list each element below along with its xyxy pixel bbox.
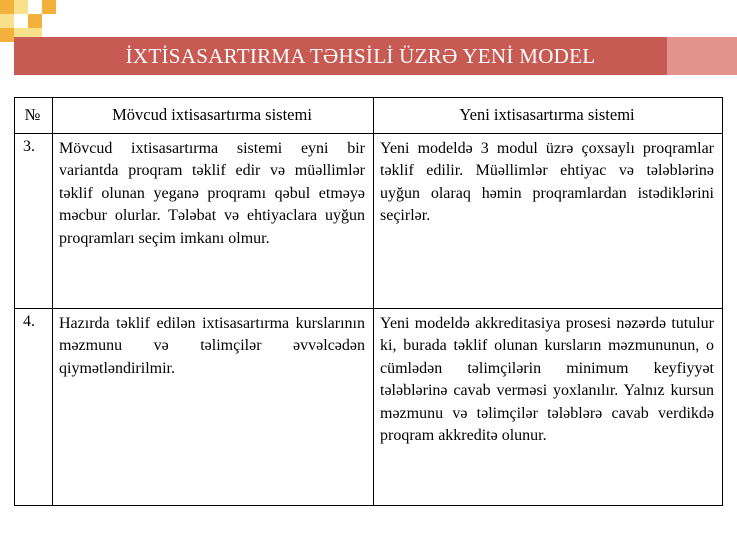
deco-square <box>28 0 42 14</box>
deco-square <box>14 14 28 28</box>
row-number: 3. <box>15 133 53 308</box>
deco-square <box>14 0 28 14</box>
current-system-cell: Mövcud ixtisasartırma sistemi eyni bir variantda proqram təklif edir və müəllimlər təklif olunan yeganə proqramı qəbul etməyə məcbur olurlar. Tələbat və ehtiyaclara uyğun proqramları seçim imkanı olmur. <box>53 133 374 308</box>
title-bar <box>14 37 737 75</box>
comparison-table <box>14 97 723 506</box>
page-title: İXTİSASARTIRMA TƏHSİLİ ÜZRƏ YENİ MODEL <box>125 43 596 68</box>
deco-square <box>28 14 42 28</box>
deco-square <box>0 28 14 42</box>
header-number: № <box>15 98 53 134</box>
header-current-system: Mövcud ixtisasartırma sistemi <box>53 98 374 134</box>
table-row <box>15 308 723 505</box>
table-header-row <box>15 98 723 134</box>
title-stripe <box>667 37 737 75</box>
new-system-cell: Yeni modeldə akkreditasiya prosesi nəzərdə tutulur ki, burada təklif olunan kursların məzmununun, o cümlədən təlimçilərin minimum keyfiyyət tələblərinə cavab verməsi yoxlanılır. Yalnız kursun məzmunu və təlimçilər tələblərə cavab verdikdə proqram akkreditə olunur. <box>374 308 723 505</box>
table-row <box>15 133 723 308</box>
row-number: 4. <box>15 308 53 505</box>
current-system-cell: Hazırda təklif edilən ixtisasartırma kurslarının məzmunu və təlimçilər əvvəlcədən qiymətləndirilmir. <box>53 308 374 505</box>
deco-square <box>0 0 14 14</box>
deco-square <box>0 14 14 28</box>
deco-square <box>42 0 56 14</box>
new-system-cell: Yeni modeldə 3 modul üzrə çoxsaylı proqramlar təklif edilir. Müəllimlər ehtiyac və tələblərinə uyğun olaraq həmin proqramlardan istədiklərini seçirlər. <box>374 133 723 308</box>
header-new-system: Yeni ixtisasartırma sistemi <box>374 98 723 134</box>
